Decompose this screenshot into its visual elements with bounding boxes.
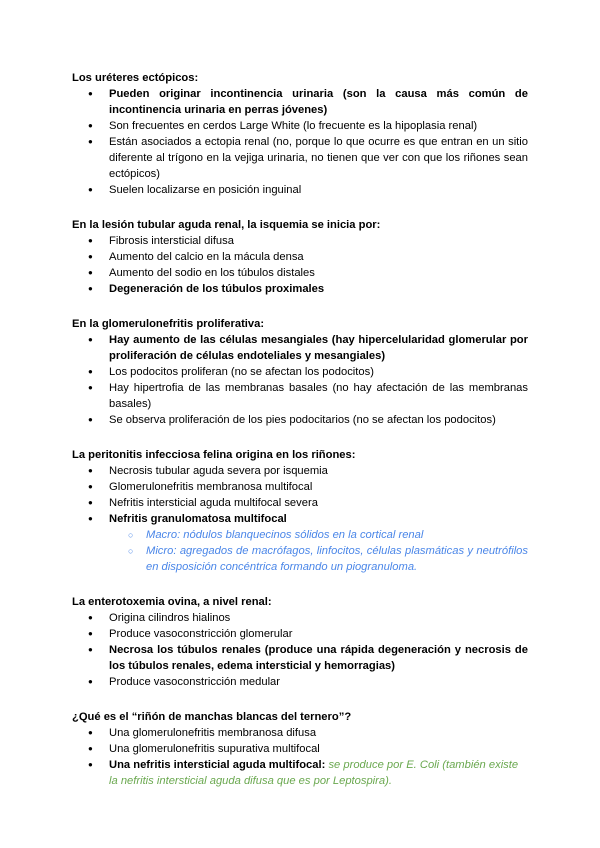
answer-option: ● Nefritis intersticial aguda multifocal severa (72, 495, 528, 511)
document-page (72, 70, 528, 808)
answer-list (72, 463, 528, 527)
question-enterotoxemia-ovina (72, 594, 528, 690)
question-title: En la glomerulonefritis proliferativa: (72, 318, 265, 330)
answer-option: ● Aumento del calcio en la mácula densa (72, 249, 528, 265)
question-title: En la lesión tubular aguda renal, la isquemia se inicia por: (72, 219, 381, 231)
answer-option: ● Necrosis tubular aguda severa por isquemia (72, 463, 528, 479)
answer-correct-with-note: ● Una nefritis intersticial aguda multifocal: se produce por E. Coli (también existe la nefritis intersticial aguda difusa que es por Leptospira). (72, 757, 528, 789)
answer-correct: ● Hay aumento de las células mesangiales (hay hipercelularidad glomerular por proliferación de células endoteliales y mesangiales) (72, 332, 528, 364)
answer-option: ● Los podocitos proliferan (no se afectan los podocitos) (72, 364, 528, 380)
answer-note: se produce por E. Coli (también existe la nefritis intersticial aguda difusa que es por Leptospira). (109, 759, 519, 787)
answer-correct: ● Nefritis granulomatosa multifocal (72, 511, 528, 527)
answer-option: ● Fibrosis intersticial difusa (72, 233, 528, 249)
sub-answer-micro: ○ Micro: agregados de macrófagos, linfocitos, células plasmáticas y neutrófilos en disposición concéntrica formando un piogranuloma. (72, 543, 528, 575)
question-title: Los uréteres ectópicos: (72, 72, 199, 84)
answer-correct: ● Degeneración de los túbulos proximales (72, 281, 528, 297)
sub-answer-list (72, 527, 528, 575)
answer-option: ● Glomerulonefritis membranosa multifocal (72, 479, 528, 495)
answer-option: ● Están asociados a ectopia renal (no, porque lo que ocurre es que entran en un sitio diferente al trígono en la vejiga urinaria, no tienen que ver con que los riñones sean ectópicos) (72, 134, 528, 182)
answer-option: ● Hay hipertrofia de las membranas basales (no hay afectación de las membranas basales) (72, 380, 528, 412)
answer-list (72, 610, 528, 690)
answer-list (72, 725, 528, 789)
question-lesion-tubular (72, 217, 528, 297)
sub-answer-macro: ○ Macro: nódulos blanquecinos sólidos en la cortical renal (72, 527, 528, 543)
answer-option: ● Una glomerulonefritis membranosa difusa (72, 725, 528, 741)
question-glomerulonefritis-proliferativa (72, 316, 528, 428)
answer-option: ● Produce vasoconstricción medular (72, 674, 528, 690)
answer-correct: ● Necrosa los túbulos renales (produce una rápida degeneración y necrosis de los túbulos renales, edema intersticial y hemorragias) (72, 642, 528, 674)
answer-option: ● Origina cilindros hialinos (72, 610, 528, 626)
question-title: La enterotoxemia ovina, a nivel renal: (72, 596, 272, 608)
answer-list (72, 233, 528, 297)
answer-option: ● Suelen localizarse en posición inguinal (72, 182, 528, 198)
answer-list (72, 86, 528, 198)
question-rinon-manchas-blancas (72, 709, 528, 789)
answer-option: ● Se observa proliferación de los pies podocitarios (no se afectan los podocitos) (72, 412, 528, 428)
answer-correct: Una nefritis intersticial aguda multifocal (109, 759, 322, 771)
question-peritonitis-felina (72, 447, 528, 575)
question-title: ¿Qué es el “riñón de manchas blancas del ternero”? (72, 711, 352, 723)
answer-list (72, 332, 528, 428)
question-title: La peritonitis infecciosa felina origina en los riñones: (72, 449, 356, 461)
answer-option: ● Una glomerulonefritis supurativa multifocal (72, 741, 528, 757)
answer-option: ● Son frecuentes en cerdos Large White (lo frecuente es la hipoplasia renal) (72, 118, 528, 134)
answer-option: ● Produce vasoconstricción glomerular (72, 626, 528, 642)
answer-correct: ● Pueden originar incontinencia urinaria (son la causa más común de incontinencia urinaria en perras jóvenes) (72, 86, 528, 118)
question-ureteres-ectopicos (72, 70, 528, 198)
answer-option: ● Aumento del sodio en los túbulos distales (72, 265, 528, 281)
